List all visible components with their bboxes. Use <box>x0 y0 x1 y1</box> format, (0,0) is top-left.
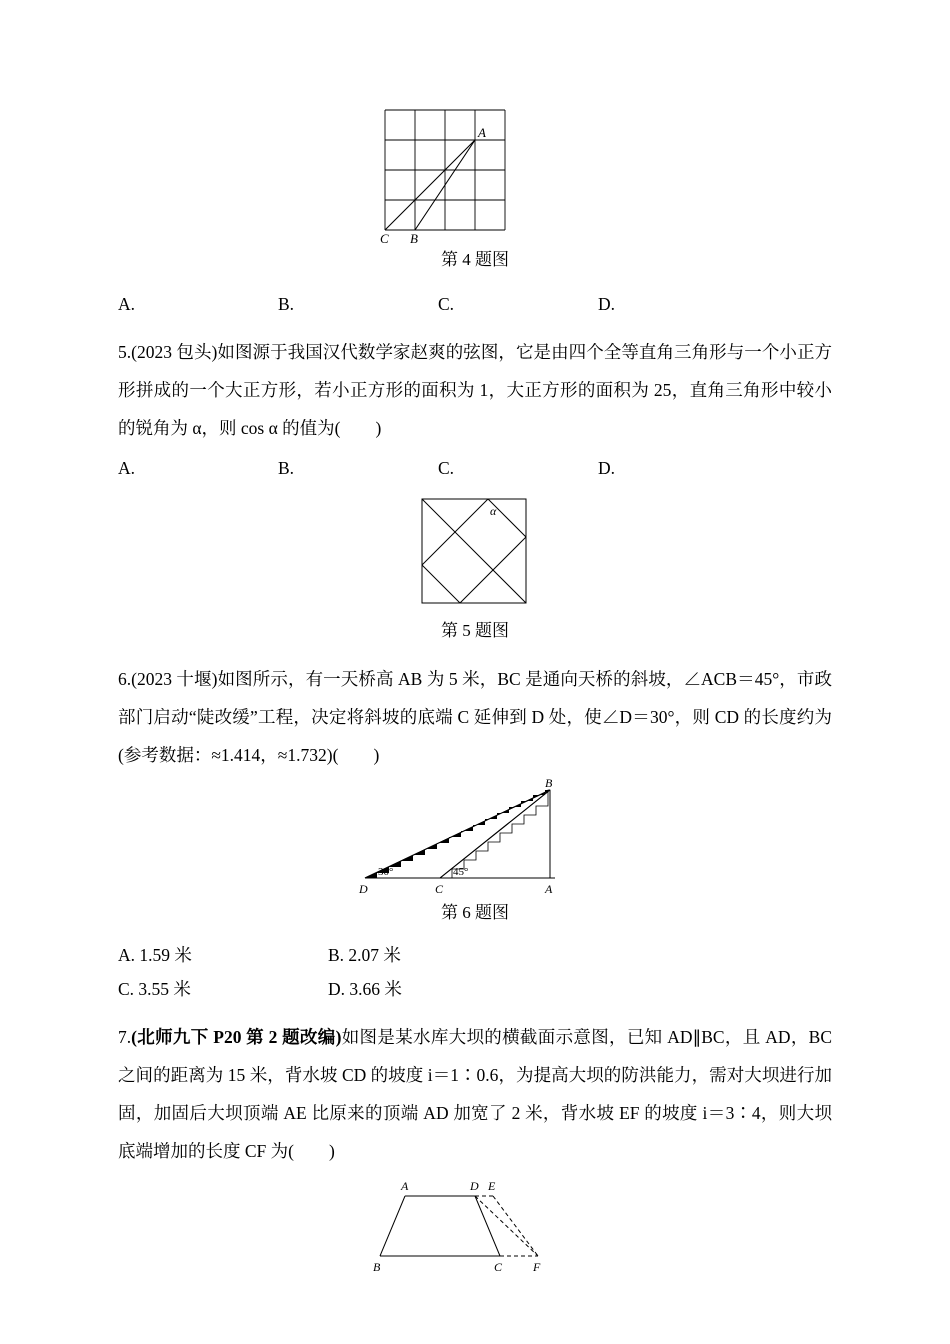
q6-source: (2023 十堰) <box>131 669 218 689</box>
q7-figure <box>118 1174 832 1279</box>
q5-xiantu-svg <box>410 491 540 616</box>
q4-option-c[interactable]: C. <box>438 294 455 314</box>
page-content <box>118 0 832 1279</box>
q7-source: (北师九下 P20 第 2 题改编) <box>131 1027 342 1047</box>
q6-caption: 第 6 题图 <box>441 903 509 922</box>
q5-option-b[interactable]: B. <box>278 458 295 478</box>
q7-label-C: C <box>494 1260 503 1274</box>
q7-label-E: E <box>488 1179 496 1193</box>
q6-option-a[interactable]: A. 1.59 米 <box>118 945 192 965</box>
q7-label-F: F <box>533 1260 541 1274</box>
q6-label-D: D <box>359 882 368 896</box>
q4-label-C: C <box>380 231 389 245</box>
q4-caption: 第 4 题图 <box>441 250 509 269</box>
q4-grid-svg <box>365 100 585 245</box>
q6-label-A: A <box>545 882 553 896</box>
q7-number: 7. <box>118 1027 132 1047</box>
q5-source: (2023 包头) <box>131 342 218 362</box>
q6-option-c[interactable]: C. 3.55 米 <box>118 979 191 999</box>
q5-text <box>118 333 832 447</box>
q5-number: 5. <box>118 342 132 362</box>
q6-options <box>118 938 832 1006</box>
q6-bridge-svg <box>345 778 605 898</box>
q7-label-D: D <box>470 1179 479 1193</box>
q5-label-alpha: α <box>490 504 497 518</box>
q6-number: 6. <box>118 669 132 689</box>
q4-label-B: B <box>410 231 418 245</box>
q6-option-d[interactable]: D. 3.66 米 <box>328 979 402 999</box>
q5-statement: 如图源于我国汉代数学家赵爽的弦图，它是由四个全等直角三角形与一个小正方形拼成的一个大正方形，若小正方形的面积为 1，大正方形的面积为 25，直角三角形中较小的锐角为 α，则 cos α 的值为( ) <box>118 342 832 438</box>
q4-options <box>118 287 832 321</box>
q6-label-B: B <box>545 778 553 790</box>
q4-option-d[interactable]: D. <box>598 294 616 314</box>
q4-figure <box>118 100 832 245</box>
q4-label-A: A <box>478 125 486 140</box>
q7-dam-svg <box>360 1174 590 1279</box>
q5-option-a[interactable]: A. <box>118 458 136 478</box>
q6-text <box>118 660 832 774</box>
q6-statement: 如图所示，有一天桥高 AB 为 5 米，BC 是通向天桥的斜坡，∠ACB＝45°，市政部门启动“陡改缓”工程，决定将斜坡的底端 C 延伸到 D 处，使∠D＝30°，则 CD 的长度约为(参考数据：≈1.414，≈1.732)( ) <box>118 669 833 765</box>
q5-option-c[interactable]: C. <box>438 458 455 478</box>
q7-text <box>118 1018 832 1170</box>
q4-option-b[interactable]: B. <box>278 294 295 314</box>
q6-figure <box>118 778 832 898</box>
q7-label-B: B <box>373 1260 381 1274</box>
q7-label-A: A <box>401 1179 409 1193</box>
q6-label-C: C <box>435 882 444 896</box>
q5-figure <box>118 491 832 616</box>
q5-options <box>118 451 832 485</box>
q4-option-a[interactable]: A. <box>118 294 136 314</box>
q6-option-b[interactable]: B. 2.07 米 <box>328 945 401 965</box>
q6-angle-45: 45° <box>453 866 469 878</box>
q7-statement: 如图是某水库大坝的横截面示意图，已知 AD∥BC，且 AD，BC 之间的距离为 15 米，背水坡 CD 的坡度 i＝1∶0.6，为提高大坝的防洪能力，需对大坝进行加固，加固后大坝顶端 AE 比原来的顶端 AD 加宽了 2 米，背水坡 EF 的坡度 i＝3∶4，则大坝底端增加的长度 CF 为( ) <box>118 1027 832 1161</box>
q6-angle-30: 30° <box>378 866 394 878</box>
q5-caption: 第 5 题图 <box>441 621 509 640</box>
q5-option-d[interactable]: D. <box>598 458 616 478</box>
